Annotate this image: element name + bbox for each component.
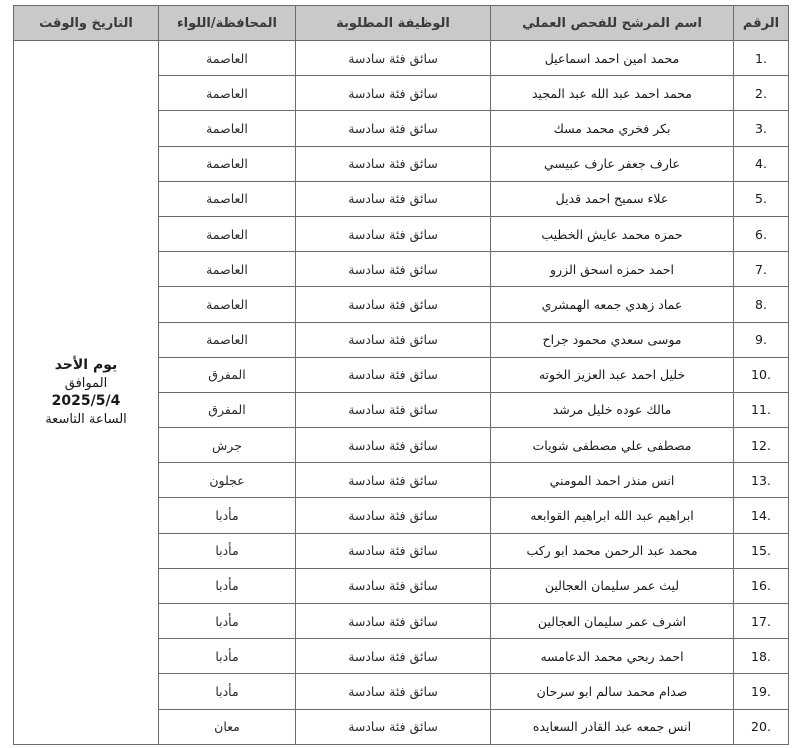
row-governorate: عجلون (159, 463, 296, 498)
row-name: انس منذر احمد المومني (491, 463, 734, 498)
row-job: سائق فئة سادسة (296, 111, 491, 146)
row-name: احمد حمزه اسحق الزرو (491, 252, 734, 287)
row-name: محمد احمد عبد الله عبد المجيد (491, 76, 734, 111)
row-name: حمزه محمد عايش الخطيب (491, 216, 734, 251)
candidates-table (13, 5, 789, 745)
row-job: سائق فئة سادسة (296, 639, 491, 674)
row-num: .2 (734, 76, 789, 111)
row-name: خليل احمد عبد العزيز الخوته (491, 357, 734, 392)
row-governorate: مأدبا (159, 639, 296, 674)
row-governorate: العاصمة (159, 111, 296, 146)
header-name: اسم المرشح للفحص العملي (491, 6, 734, 41)
row-name: محمد امين احمد اسماعيل (491, 41, 734, 76)
row-num: .9 (734, 322, 789, 357)
row-name: علاء سميح احمد قديل (491, 181, 734, 216)
row-name: مصطفى علي مصطفى شويات (491, 428, 734, 463)
header-job: الوظيفة المطلوبة (296, 6, 491, 41)
row-job: سائق فئة سادسة (296, 76, 491, 111)
row-num: .4 (734, 146, 789, 181)
schedule-time: الساعة التاسعة (45, 412, 127, 428)
row-job: سائق فئة سادسة (296, 181, 491, 216)
row-job: سائق فئة سادسة (296, 392, 491, 427)
row-num: .17 (734, 604, 789, 639)
row-num: .6 (734, 216, 789, 251)
row-governorate: مأدبا (159, 498, 296, 533)
row-job: سائق فئة سادسة (296, 674, 491, 709)
row-governorate: العاصمة (159, 322, 296, 357)
row-num: .10 (734, 357, 789, 392)
schedule-cell (14, 41, 159, 745)
row-job: سائق فئة سادسة (296, 146, 491, 181)
row-governorate: العاصمة (159, 41, 296, 76)
header-row (14, 6, 789, 41)
row-name: عارف جعفر عارف عبيسي (491, 146, 734, 181)
row-num: .1 (734, 41, 789, 76)
row-name: موسى سعدي محمود جراح (491, 322, 734, 357)
row-governorate: مأدبا (159, 674, 296, 709)
row-governorate: المفرق (159, 357, 296, 392)
row-num: .19 (734, 674, 789, 709)
row-governorate: العاصمة (159, 252, 296, 287)
schedule-agreed: الموافق (64, 375, 108, 391)
row-num: .13 (734, 463, 789, 498)
row-num: .15 (734, 533, 789, 568)
row-job: سائق فئة سادسة (296, 533, 491, 568)
row-job: سائق فئة سادسة (296, 498, 491, 533)
row-name: اشرف عمر سليمان العجالين (491, 604, 734, 639)
row-job: سائق فئة سادسة (296, 709, 491, 744)
row-governorate: العاصمة (159, 146, 296, 181)
row-num: .5 (734, 181, 789, 216)
row-governorate: العاصمة (159, 287, 296, 322)
row-job: سائق فئة سادسة (296, 463, 491, 498)
row-name: محمد عبد الرحمن محمد ابو ركب (491, 533, 734, 568)
row-name: ليث عمر سليمان العجالين (491, 568, 734, 603)
row-governorate: مأدبا (159, 533, 296, 568)
row-name: صدام محمد سالم ابو سرحان (491, 674, 734, 709)
header-governorate: المحافظة/اللواء (159, 6, 296, 41)
row-job: سائق فئة سادسة (296, 41, 491, 76)
row-job: سائق فئة سادسة (296, 252, 491, 287)
row-name: بكر فخري محمد مسك (491, 111, 734, 146)
row-governorate: مأدبا (159, 568, 296, 603)
row-num: .20 (734, 709, 789, 744)
row-num: .18 (734, 639, 789, 674)
row-job: سائق فئة سادسة (296, 322, 491, 357)
row-job: سائق فئة سادسة (296, 568, 491, 603)
header-num: الرقم (734, 6, 789, 41)
row-governorate: جرش (159, 428, 296, 463)
row-governorate: العاصمة (159, 216, 296, 251)
row-name: مالك عوده خليل مرشد (491, 392, 734, 427)
row-job: سائق فئة سادسة (296, 604, 491, 639)
row-num: .11 (734, 392, 789, 427)
table-row (14, 41, 789, 76)
row-governorate: العاصمة (159, 76, 296, 111)
row-job: سائق فئة سادسة (296, 428, 491, 463)
row-governorate: العاصمة (159, 181, 296, 216)
row-num: .16 (734, 568, 789, 603)
schedule-date: 2025/5/4 (51, 393, 121, 410)
row-num: .14 (734, 498, 789, 533)
row-job: سائق فئة سادسة (296, 287, 491, 322)
row-governorate: مأدبا (159, 604, 296, 639)
row-num: .12 (734, 428, 789, 463)
row-name: انس جمعه عبد القادر السعايده (491, 709, 734, 744)
row-num: .3 (734, 111, 789, 146)
row-job: سائق فئة سادسة (296, 216, 491, 251)
row-governorate: معان (159, 709, 296, 744)
row-name: ابراهيم عبد الله ابراهيم القوابعه (491, 498, 734, 533)
row-governorate: المفرق (159, 392, 296, 427)
row-job: سائق فئة سادسة (296, 357, 491, 392)
row-name: عماد زهدي جمعه الهمشري (491, 287, 734, 322)
row-num: .7 (734, 252, 789, 287)
document (13, 5, 788, 745)
schedule-day: يوم الأحد (54, 356, 118, 373)
header-datetime: التاريخ والوقت (14, 6, 159, 41)
row-name: احمد ربحي محمد الدعامسه (491, 639, 734, 674)
row-num: .8 (734, 287, 789, 322)
